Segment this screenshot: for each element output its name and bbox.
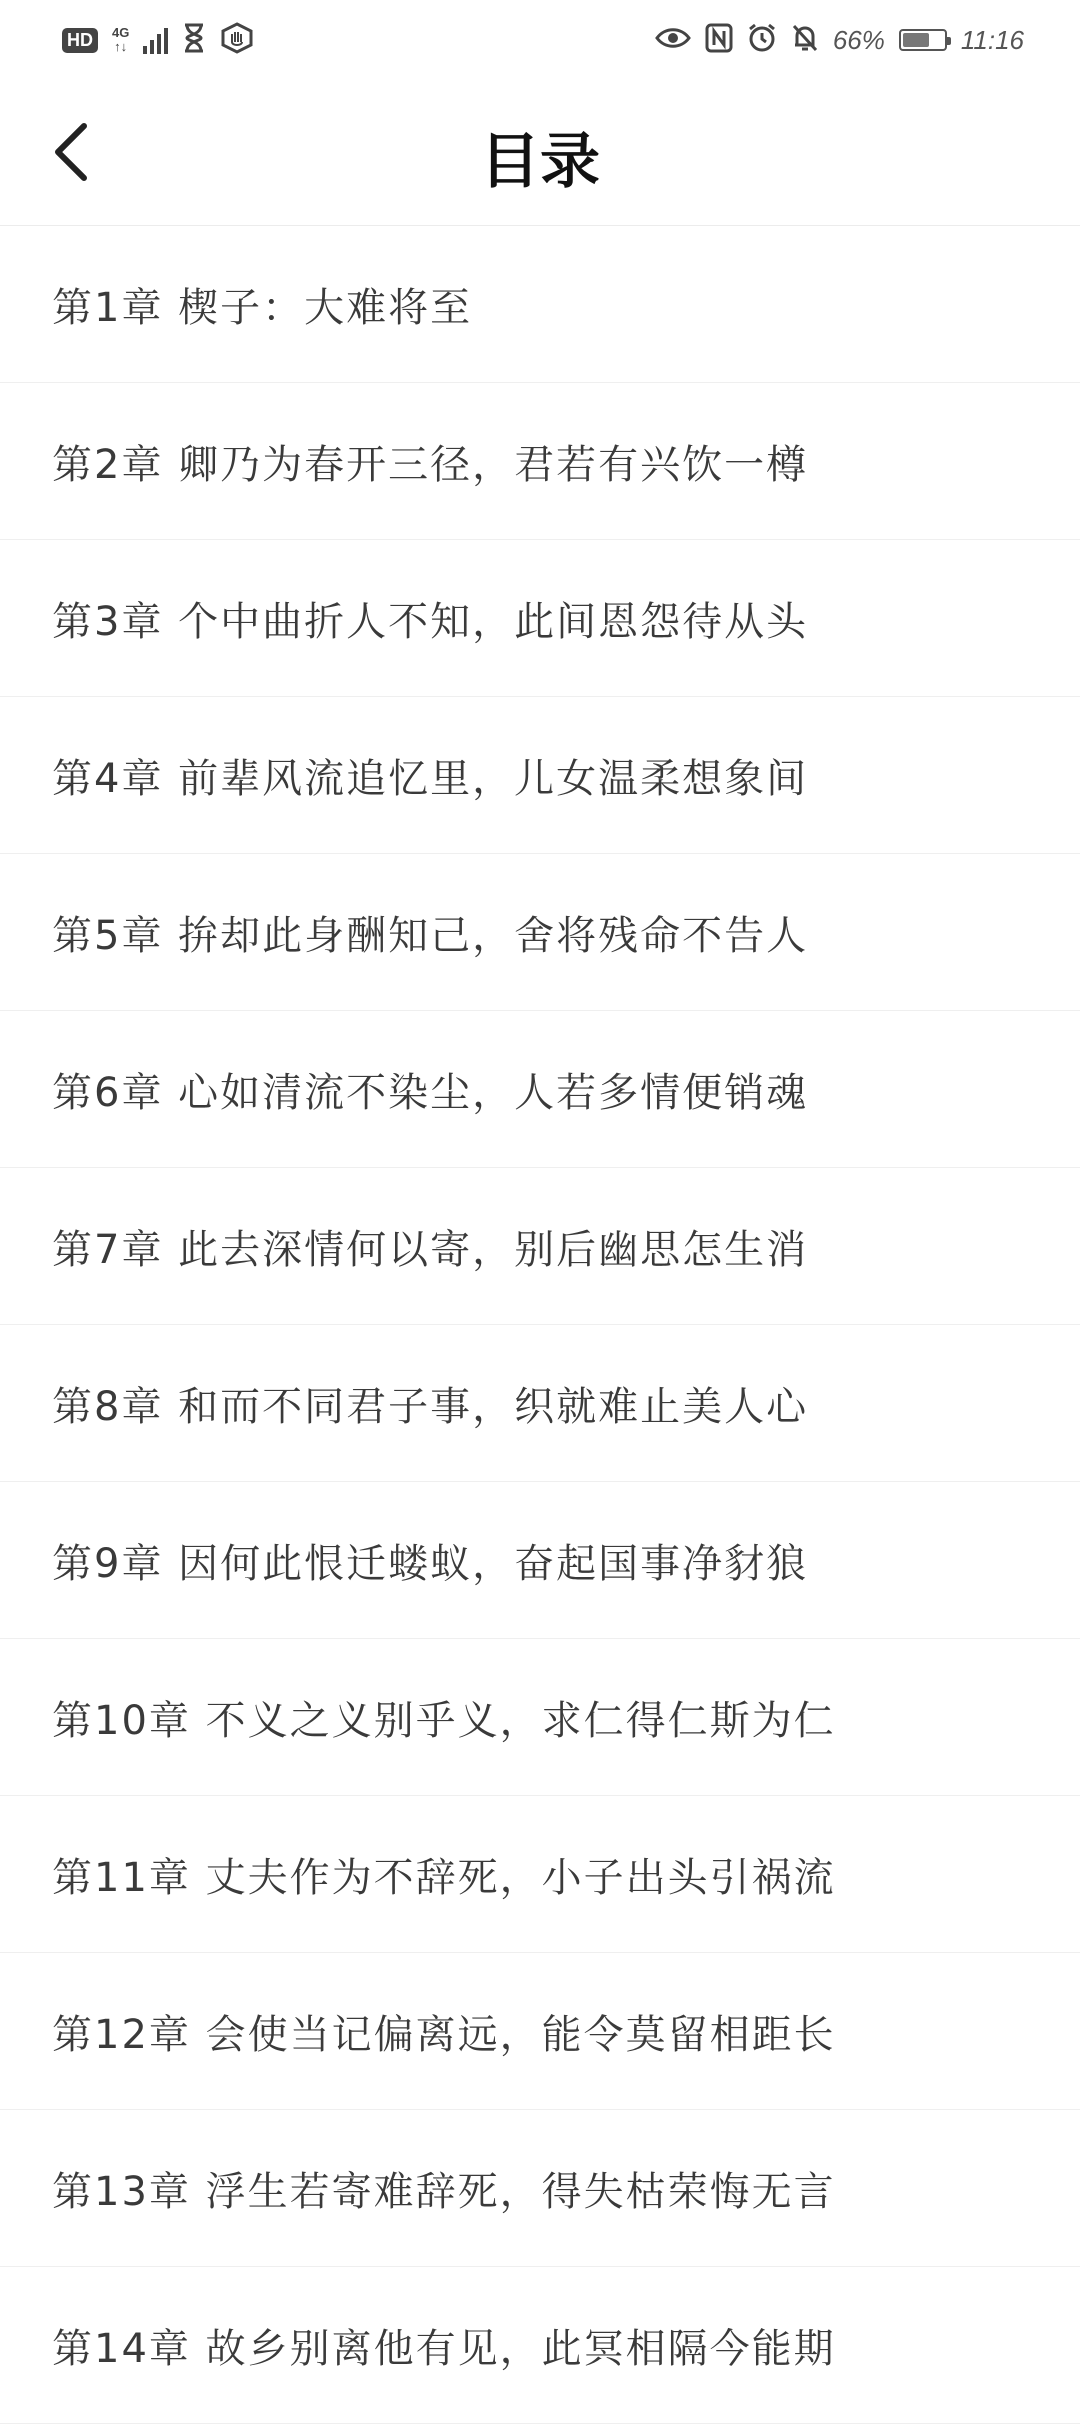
signal-strength-icon [143,26,168,54]
chapter-item[interactable] [0,1482,1080,1639]
bell-off-icon [791,23,819,57]
chapter-title: 第13章 浮生若寄难辞死，得失枯荣悔无言 [52,2168,836,2215]
chapter-item[interactable] [0,854,1080,1011]
chapter-title: 第10章 不义之义别乎义，求仁得仁斯为仁 [52,1697,836,1744]
nfc-icon [705,23,733,57]
alarm-icon [747,23,777,57]
network-type: 4G [112,25,130,40]
status-bar-right [655,20,1024,60]
chapter-item[interactable] [0,1953,1080,2110]
battery-icon [899,29,947,51]
chapter-item[interactable] [0,1168,1080,1325]
chapter-title: 第14章 故乡别离他有见，此冥相隔今能期 [52,2325,836,2372]
network-activity: ↑↓ [114,39,128,54]
shield-hand-icon [220,22,254,58]
chapter-title: 第5章 拚却此身酬知己，舍将残命不告人 [52,912,809,959]
chapter-title: 第12章 会使当记偏离远，能令莫留相距长 [52,2011,836,2058]
chapter-title: 第4章 前辈风流追忆里，儿女温柔想象间 [52,755,809,802]
chapter-item[interactable] [0,1011,1080,1168]
chapter-item[interactable] [0,1325,1080,1482]
battery-level [903,33,929,47]
chapter-title: 第11章 丈夫作为不辞死，小子出头引祸流 [52,1854,836,1901]
status-bar [0,0,1080,80]
chapter-list[interactable] [0,226,1080,2372]
clock: 11:16 [960,24,1024,55]
chapter-item[interactable] [0,383,1080,540]
chapter-title: 第9章 因何此恨迁蝼蚁，奋起国事净豺狼 [52,1540,809,1587]
page-title: 目录 [480,127,600,197]
chapter-item[interactable] [0,1639,1080,1796]
chapter-item[interactable] [0,2110,1080,2267]
chapter-title: 第2章 卿乃为春开三径，君若有兴饮一樽 [52,441,809,488]
chapter-title: 第8章 和而不同君子事，织就难止美人心 [52,1383,809,1430]
chapter-title: 第7章 此去深情何以寄，别后幽思怎生消 [52,1226,809,1273]
hd-badge: HD [62,28,98,53]
chapter-item[interactable] [0,540,1080,697]
network-indicator [112,26,129,54]
chapter-title: 第1章 楔子：大难将至 [52,284,473,331]
chapter-item[interactable] [0,226,1080,383]
app-header [0,80,1080,226]
hourglass-icon [182,23,206,57]
chapter-title: 第3章 个中曲折人不知，此间恩怨待从头 [52,598,809,645]
chapter-item[interactable] [0,1796,1080,1953]
chapter-item[interactable] [0,697,1080,854]
battery-percent: 66% [832,24,885,55]
eye-icon [655,25,691,55]
chapter-item[interactable] [0,2267,1080,2424]
chapter-title: 第6章 心如清流不染尘，人若多情便销魂 [52,1069,809,1116]
status-bar-left [62,20,254,60]
